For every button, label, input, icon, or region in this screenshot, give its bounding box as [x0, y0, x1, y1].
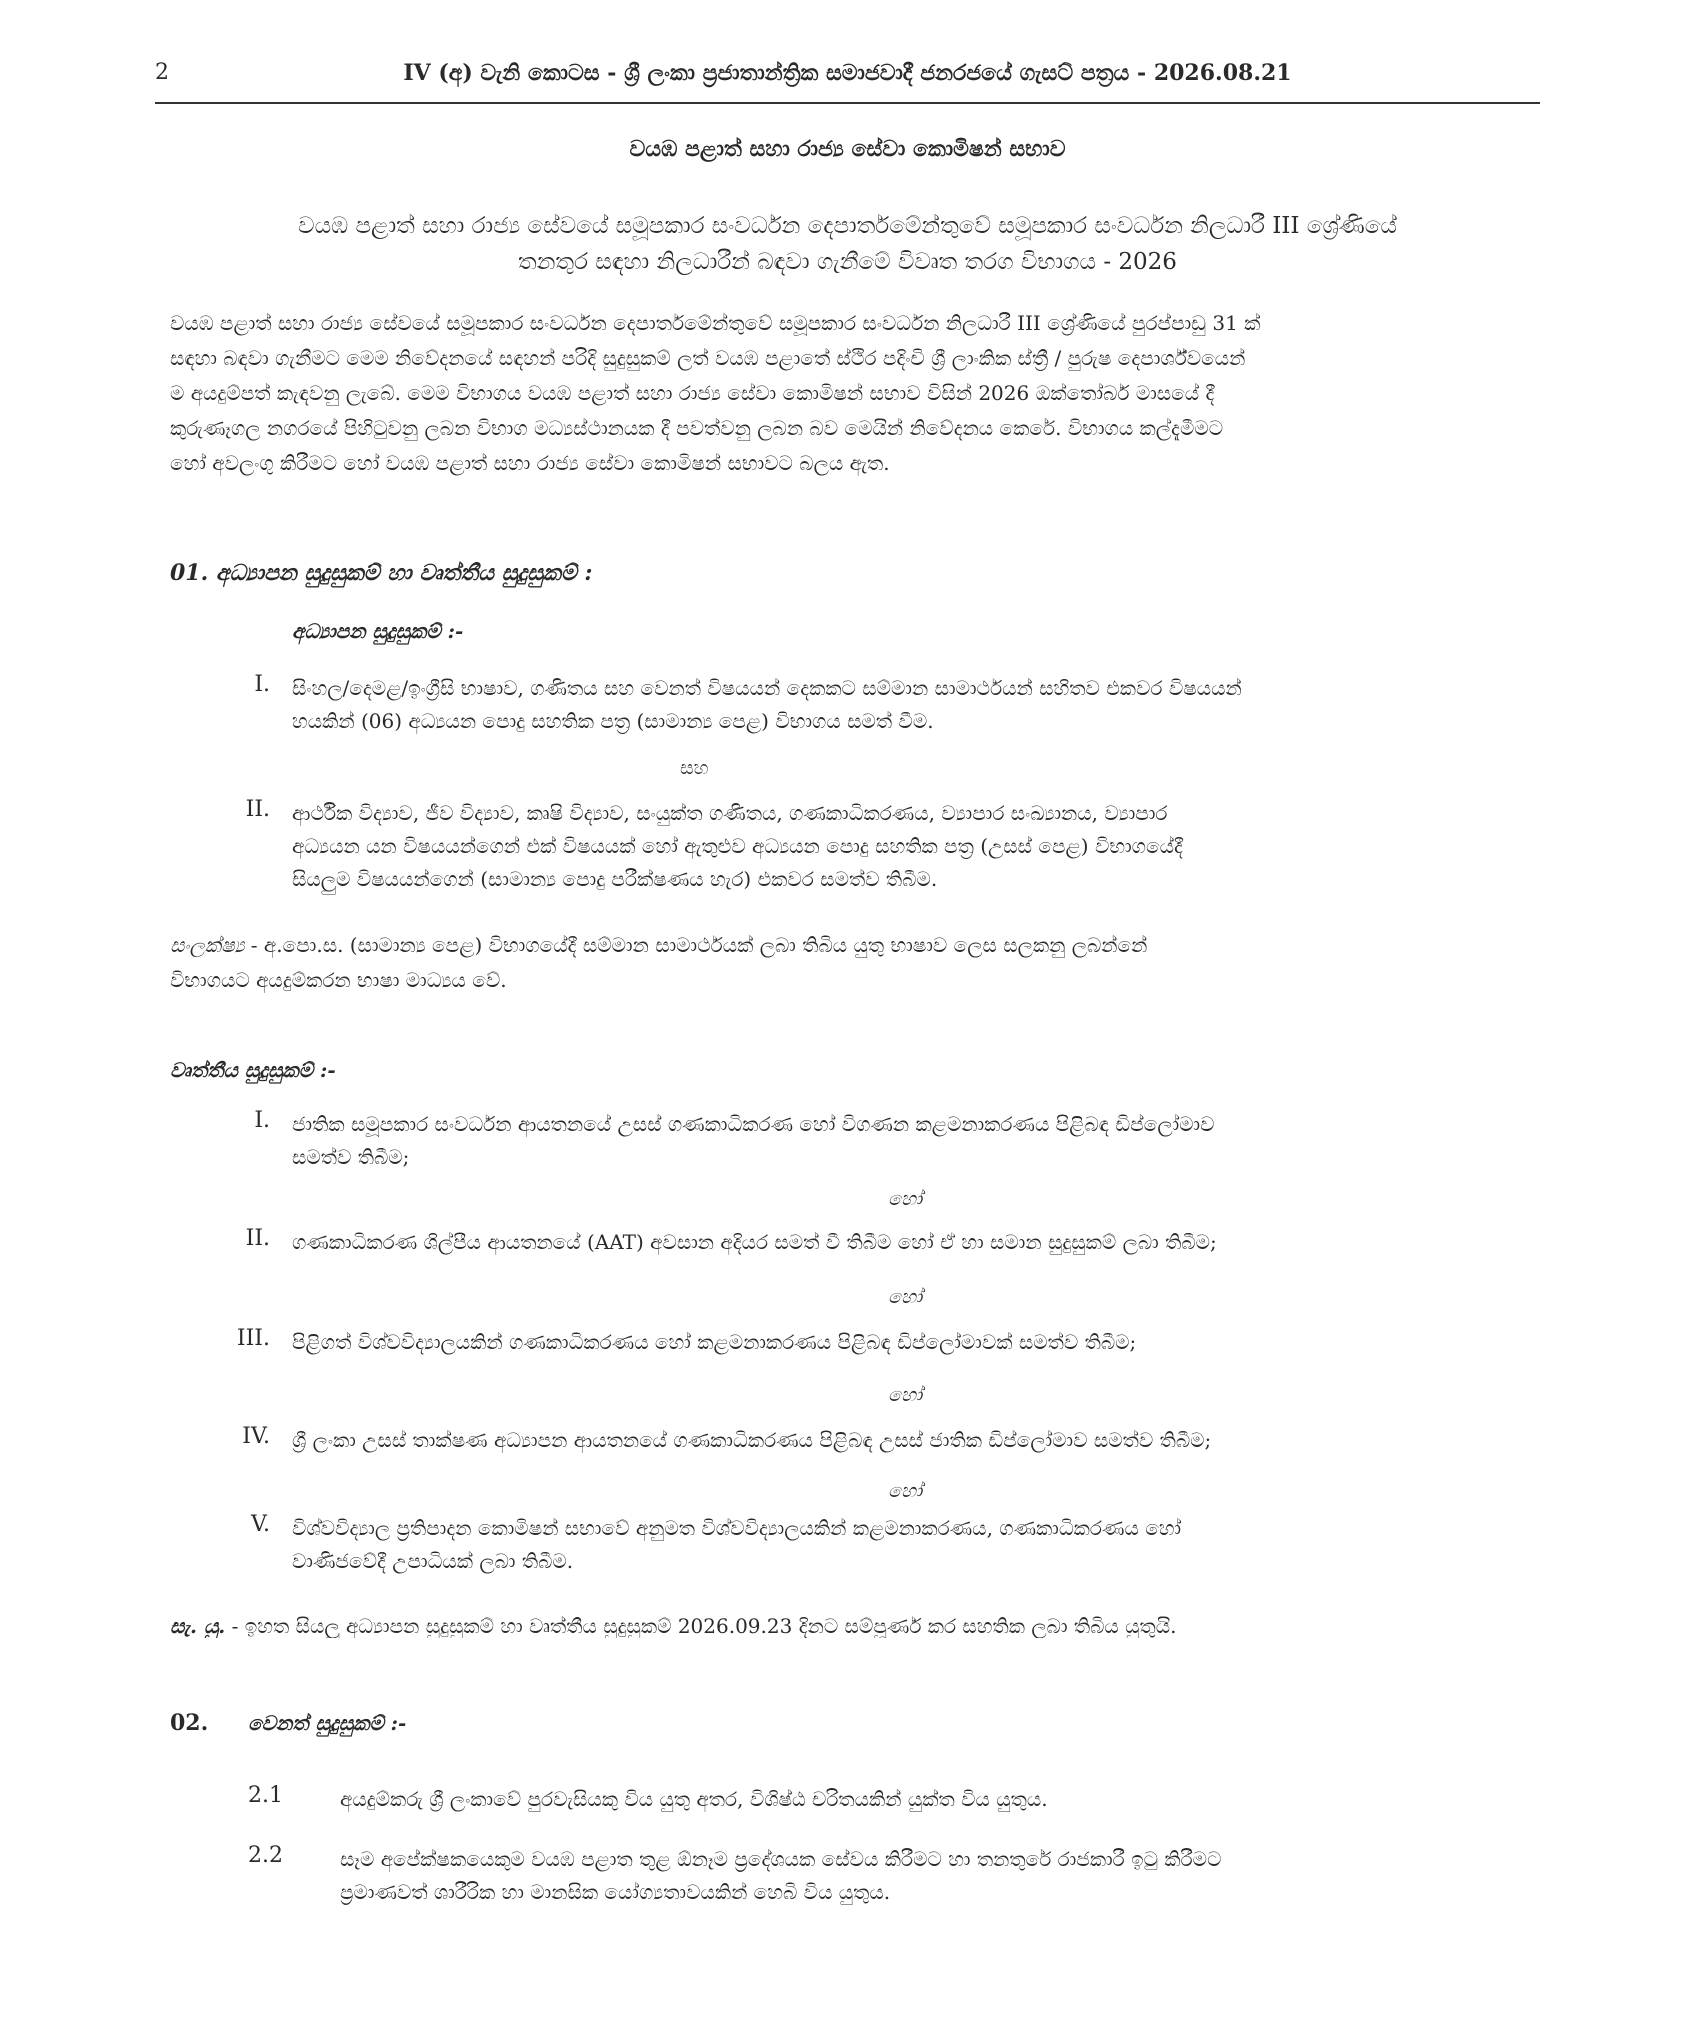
note-line: විභාගයට අයදුම්කරන භාෂා මාධ්‍යය වේ.: [170, 968, 507, 992]
page-number: 2: [155, 60, 169, 85]
item-line: අධ්‍යයන යන විෂයයන්ගෙන් එක් විෂයයක් හෝ ඇතුළුව අධ්‍යයන පොදු සහතික පත්‍ර (උසස් පෙළ) විභාගයේදී: [292, 834, 1183, 858]
professional-item: [292, 1512, 1532, 1578]
item-line: සෑම අපේක්ෂකයෙකුම වයඹ පළාත තුළ ඕනෑම ප්‍රදේශයක සේවය කිරීමට හා තනතුරේ රාජකාරී ඉටු කිරීමට: [340, 1847, 1222, 1871]
intro-paragraph: [170, 306, 1530, 481]
intro-line: හෝ අවලංගු කිරීමට හෝ වයඹ පළාත් සහා රාජ්‍ය සේවා කොමිෂන් සභාවට බලය ඇත.: [170, 451, 890, 475]
item-line: ශ්‍රී ලංකා උසස් තාක්ෂණ අධ්‍යාපන ආයතනයේ ගණකාධිකරණය පිළිබඳ උසස් ජාතික ඩිප්ලෝමාව සමත්ව තිබීම;: [292, 1428, 1212, 1452]
intro-line: කුරුණෑගල නගරයේ පිහිටුවනු ලබන විභාග මධ්‍යස්ථානයක දී පවත්වනු ලබන බව මෙයින් නිවේදනය කෙරේ. විභාගය කල්දැමීමට: [170, 416, 1224, 440]
item-numeral: II.: [245, 797, 270, 822]
item-line: වාණිජවේදී උපාධියක් ලබා තිබීම.: [292, 1549, 574, 1573]
or-connector: හෝ: [888, 1188, 923, 1210]
item-numeral: V.: [250, 1512, 270, 1537]
item-line: සිංහල/දෙමළ/ඉංග්‍රීසි භාෂාව, ගණිතය සහ වෙනත් විෂයයන් දෙකකට සම්මාන සාමාර්ථයන් සහිතව එකවර විෂයයන්: [292, 676, 1242, 700]
footnote-text: - ඉහත සියලු අධ්‍යාපන සුදුසුකම් හා වෘත්තීය සුදුසුකම් 2026.09.23 දිනට සම්පූර්ණ කර සහතික ලබා තිබිය යුතුයි.: [225, 1614, 1177, 1638]
exam-title-line: තනතුර සඳහා නිලධාරීන් බඳවා ගැනීමේ විවෘත තරග විභාගය - 2026: [518, 249, 1177, 275]
professional-qualifications-heading: වෘත්තීය සුදුසුකම් :-: [170, 1058, 336, 1082]
education-item: [292, 672, 1532, 738]
page-header: [155, 56, 1540, 104]
professional-item: [292, 1326, 1532, 1359]
item-line: ගණකාධිකරණ ශිල්පීය ආයතනයේ (AAT) අවසාන අදියර සමත් වී තිබීම හෝ ඒ හා සමාන සුදුසුකම් ලබා තිබීම;: [292, 1230, 1217, 1254]
exam-title-line: වයඹ පළාත් සහා රාජ්‍ය සේවයේ සමූපකාර සංවර්ධන දෙපාර්තමේන්තුවේ සමූපකාර සංවර්ධන නිලධාරී III ශ්‍රේණියේ: [298, 213, 1397, 239]
item-line: ආර්ථික විද්‍යාව, ජීව විද්‍යාව, කෘෂි විද්‍යාව, සංයුක්ත ගණිතය, ගණකාධිකරණය, ව්‍යාපාර සංඛ්‍යානය, ව්‍යාපාර: [292, 801, 1168, 825]
education-qualifications-heading: අධ්‍යාපන සුදුසුකම් :-: [292, 619, 464, 643]
footnote: [170, 1614, 1530, 1638]
exam-title: [155, 208, 1540, 280]
section-1-heading: 01. අධ්‍යාපන සුදුසුකම් හා වෘත්තීය සුදුසුකම් :: [170, 560, 593, 586]
professional-item: [292, 1424, 1532, 1457]
item-line: විශ්වවිද්‍යාල ප්‍රතිපාදන කොමිෂන් සභාවේ අනුමත විශ්වවිද්‍යාලයකින් කළමනාකරණය, ගණකාධිකරණය හෝ: [292, 1516, 1182, 1540]
or-connector: හෝ: [888, 1480, 923, 1502]
subsection-number: 2.1: [248, 1783, 283, 1808]
note: [170, 928, 1530, 998]
item-line: අයදුම්කරු ශ්‍රී ලංකාවේ පුරවැසියකු විය යුතු අතර, විශිෂ්ඨ චරිතයකින් යුක්ත විය යුතුය.: [340, 1787, 1048, 1811]
gazette-title: IV (අ) වැනි කොටස - ශ්‍රී ලංකා ප්‍රජාතාන්ත්‍රික සමාජවාදී ජනරජයේ ගැසට් පත්‍රය - 2026.08.21: [403, 60, 1292, 86]
footnote-label: සැ. යු.: [170, 1614, 226, 1638]
note-line: [170, 928, 1530, 963]
and-connector: සහ: [680, 757, 709, 779]
professional-item: [292, 1108, 1532, 1174]
or-connector: හෝ: [888, 1286, 923, 1308]
item-numeral: I.: [254, 1108, 270, 1133]
other-qualification-item: [340, 1843, 1530, 1909]
note-label: සංලක්ෂ්‍ය: [170, 933, 245, 957]
or-connector: හෝ: [888, 1384, 923, 1406]
intro-line: වයඹ පළාත් සහා රාජ්‍ය සේවයේ සමූපකාර සංවර්ධන දෙපාර්තමේන්තුවේ සමූපකාර සංවර්ධන නිලධාරී III ශ්‍රේණියේ පුරප්පාඩු 31 ක්: [170, 311, 1261, 335]
item-numeral: III.: [236, 1326, 270, 1351]
other-qualification-item: [340, 1783, 1530, 1816]
item-line: ජාතික සමූපකාර සංවර්ධන ආයතනයේ උසස් ගණකාධිකරණ හෝ විගණන කළමනාකරණය පිළිබඳ ඩිප්ලෝමාව: [292, 1112, 1215, 1136]
item-line: පිළිගත් විශ්වවිද්‍යාලයකින් ගණකාධිකරණය හෝ කළමනාකරණය පිළිබඳ ඩිප්ලෝමාවක් සමත්ව තිබීම;: [292, 1330, 1137, 1354]
education-item: [292, 797, 1532, 896]
professional-item: [292, 1226, 1532, 1259]
intro-line: සඳහා බඳවා ගැනීමට මෙම නිවේදනයේ සඳහන් පරිදි සුදුසුකම් ලත් වයඹ පළාතේ ස්ථිර පදිංචි ශ්‍රී ලාංකික ස්ත්‍රී / පුරුෂ දෙපාර්ශ්වයෙන්: [170, 346, 1246, 370]
item-numeral: II.: [245, 1226, 270, 1251]
section-2-heading: වෙනත් සුදුසුකම් :-: [248, 1711, 407, 1735]
subsection-number: 2.2: [248, 1843, 283, 1868]
item-line: හයකින් (06) අධ්‍යයන පොදු සහතික පත්‍ර (සාමාන්‍ය පෙළ) විභාගය සමත් වීම.: [292, 709, 934, 733]
section-2-number: 02.: [170, 1710, 209, 1736]
item-numeral: I.: [254, 672, 270, 697]
intro-line: ම අයදුම්පත් කැඳවනු ලැබේ. මෙම විභාගය වයඹ පළාත් සහා රාජ්‍ය සේවා කොමිෂන් සභාව විසින් 2026 ඔක්තෝබර් මාසයේ දී: [170, 381, 1215, 405]
item-line: සමත්ව තිබීම;: [292, 1145, 410, 1169]
note-text: - අ.පො.ස. (සාමාන්‍ය පෙළ) විභාගයේදී සම්මාන සාමාර්ථයක් ලබා තිබිය යුතු භාෂාව ලෙස සලකනු ලබන්නේ: [244, 933, 1148, 957]
item-line: ප්‍රමාණවත් ශාරීරික හා මානසික යෝග්‍යතාවයකින් හෙබි විය යුතුය.: [340, 1880, 891, 1904]
item-numeral: IV.: [242, 1424, 270, 1449]
item-line: සියලුම විෂයයන්ගෙන් (සාමාන්‍ය පොදු පරීක්ෂණය හැර) එකවර සමත්ව තිබීම.: [292, 867, 938, 891]
commission-name: වයඹ පළාත් සහා රාජ්‍ය සේවා කොමිෂන් සභාව: [629, 136, 1066, 162]
